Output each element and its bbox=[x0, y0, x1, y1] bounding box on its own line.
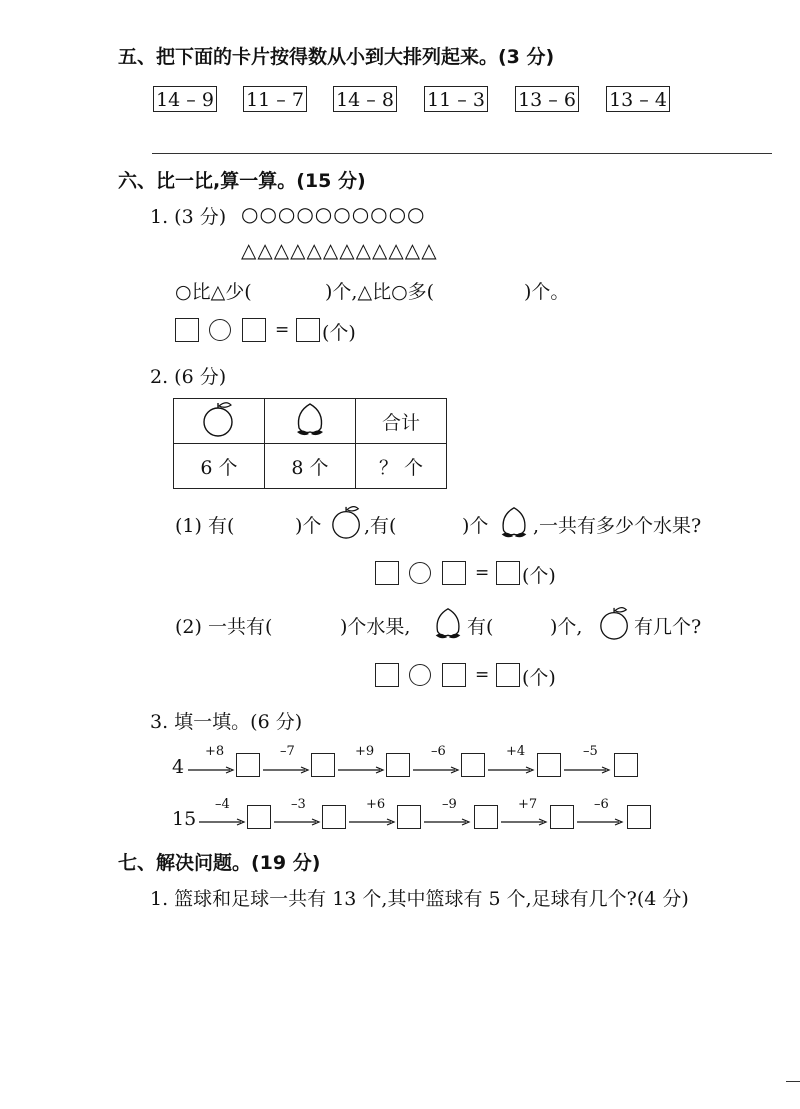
sub2-part-c: 有( bbox=[467, 616, 494, 638]
section-7-title: 七、解决问题。(19 分) bbox=[118, 852, 321, 874]
sub1-answer-box-2[interactable] bbox=[442, 561, 466, 585]
sub1-equals-sign: = bbox=[475, 563, 490, 583]
chain2-op-6: –6 bbox=[594, 797, 609, 812]
sub2-unit: (个) bbox=[522, 667, 556, 689]
chain1-box-1[interactable] bbox=[236, 753, 260, 777]
chain2-op-3: +6 bbox=[366, 797, 386, 812]
chain1-box-6[interactable] bbox=[614, 753, 638, 777]
q2-label: 2. (6 分) bbox=[150, 366, 227, 388]
q1-answer-box-2[interactable] bbox=[242, 318, 266, 342]
chain2-box-4[interactable] bbox=[474, 805, 498, 829]
sub1-part-a: (1) 有( bbox=[175, 515, 235, 537]
card-3: 14 – 8 bbox=[333, 86, 397, 112]
sub2-part-a: (2) 一共有( bbox=[175, 616, 273, 638]
chain1-op-4: –6 bbox=[431, 744, 446, 759]
section-6-title: 六、比一比,算一算。(15 分) bbox=[118, 170, 366, 192]
chain2-box-6[interactable] bbox=[627, 805, 651, 829]
q1-answer-box-3[interactable] bbox=[296, 318, 320, 342]
chain1-start: 4 bbox=[172, 756, 185, 778]
table-total-count: ？ 个 bbox=[356, 444, 447, 489]
table-total-header: 合计 bbox=[356, 399, 447, 444]
q1-equals-sign: = bbox=[275, 320, 290, 340]
chain1-op-5: +4 bbox=[506, 744, 526, 759]
arrow-icon bbox=[188, 766, 234, 774]
chain2-op-1: –4 bbox=[215, 797, 230, 812]
chain1-op-2: –7 bbox=[280, 744, 295, 759]
arrow-icon bbox=[263, 766, 309, 774]
table-apple-count: 6 个 bbox=[174, 444, 265, 489]
circles-row: ○○○○○○○○○○ bbox=[241, 202, 426, 226]
arrow-icon bbox=[338, 766, 384, 774]
sub1-part-c: ,有( bbox=[364, 515, 397, 537]
arrow-icon bbox=[199, 818, 245, 826]
peach-icon bbox=[291, 400, 329, 438]
sub2-answer-box-2[interactable] bbox=[442, 663, 466, 687]
sub1-part-e: ,一共有多少个水果? bbox=[533, 515, 702, 537]
chain1-box-3[interactable] bbox=[386, 753, 410, 777]
card-6: 13 – 4 bbox=[606, 86, 670, 112]
card-1: 14 – 9 bbox=[153, 86, 217, 112]
sub1-unit: (个) bbox=[522, 565, 556, 587]
q1-unit: (个) bbox=[322, 322, 356, 344]
q3-label: 3. 填一填。(6 分) bbox=[150, 711, 303, 733]
arrow-icon bbox=[349, 818, 395, 826]
q1-sentence-b: )个,△比○多( bbox=[325, 281, 435, 303]
sub2-part-d: )个, bbox=[550, 616, 583, 638]
arrow-icon bbox=[424, 818, 470, 826]
chain1-box-5[interactable] bbox=[537, 753, 561, 777]
sub2-answer-box-3[interactable] bbox=[496, 663, 520, 687]
chain1-box-4[interactable] bbox=[461, 753, 485, 777]
sub1-part-d: )个 bbox=[462, 515, 489, 537]
sub1-answer-box-3[interactable] bbox=[496, 561, 520, 585]
sub1-part-b: )个 bbox=[295, 515, 322, 537]
chain1-box-2[interactable] bbox=[311, 753, 335, 777]
sub1-operator-circle[interactable] bbox=[409, 562, 431, 584]
triangles-row: △△△△△△△△△△△△ bbox=[241, 238, 438, 262]
q1-sentence-c: )个。 bbox=[524, 281, 570, 303]
sub2-answer-box-1[interactable] bbox=[375, 663, 399, 687]
arrow-icon bbox=[564, 766, 610, 774]
sub2-operator-circle[interactable] bbox=[409, 664, 431, 686]
chain2-box-5[interactable] bbox=[550, 805, 574, 829]
q1-label: 1. (3 分) bbox=[150, 206, 227, 228]
sub2-equals-sign: = bbox=[475, 665, 490, 685]
sub2-part-e: 有几个? bbox=[634, 616, 702, 638]
page-corner-mark bbox=[786, 1081, 800, 1082]
section-7-question-1: 1. 篮球和足球一共有 13 个,其中篮球有 5 个,足球有几个?(4 分) bbox=[150, 888, 689, 910]
sub2-part-b: )个水果, bbox=[340, 616, 411, 638]
card-4: 11 – 3 bbox=[424, 86, 488, 112]
q1-sentence-a: ○比△少( bbox=[175, 281, 252, 303]
apple-icon bbox=[598, 605, 632, 641]
arrow-icon bbox=[501, 818, 547, 826]
table-peach-count: 8 个 bbox=[265, 444, 356, 489]
chain2-op-2: –3 bbox=[291, 797, 306, 812]
peach-icon bbox=[430, 605, 466, 641]
chain2-box-2[interactable] bbox=[322, 805, 346, 829]
card-5: 13 – 6 bbox=[515, 86, 579, 112]
arrow-icon bbox=[577, 818, 623, 826]
peach-icon bbox=[496, 504, 532, 540]
table-apple-header bbox=[174, 399, 265, 444]
chain1-op-1: +8 bbox=[205, 744, 225, 759]
fruit-table bbox=[173, 398, 447, 489]
q1-answer-box-1[interactable] bbox=[175, 318, 199, 342]
arrow-icon bbox=[413, 766, 459, 774]
section-5-title: 五、把下面的卡片按得数从小到大排列起来。(3 分) bbox=[118, 46, 555, 68]
q1-operator-circle[interactable] bbox=[209, 319, 231, 341]
card-2: 11 – 7 bbox=[243, 86, 307, 112]
sub1-answer-box-1[interactable] bbox=[375, 561, 399, 585]
table-peach-header bbox=[265, 399, 356, 444]
apple-icon bbox=[330, 504, 364, 540]
arrow-icon bbox=[274, 818, 320, 826]
chain1-op-3: +9 bbox=[355, 744, 375, 759]
section-divider bbox=[152, 153, 772, 154]
arrow-icon bbox=[488, 766, 534, 774]
chain2-box-3[interactable] bbox=[397, 805, 421, 829]
chain1-op-6: –5 bbox=[583, 744, 598, 759]
chain2-box-1[interactable] bbox=[247, 805, 271, 829]
apple-icon bbox=[201, 400, 237, 438]
chain2-start: 15 bbox=[172, 808, 197, 830]
chain2-op-5: +7 bbox=[518, 797, 538, 812]
chain2-op-4: –9 bbox=[442, 797, 457, 812]
